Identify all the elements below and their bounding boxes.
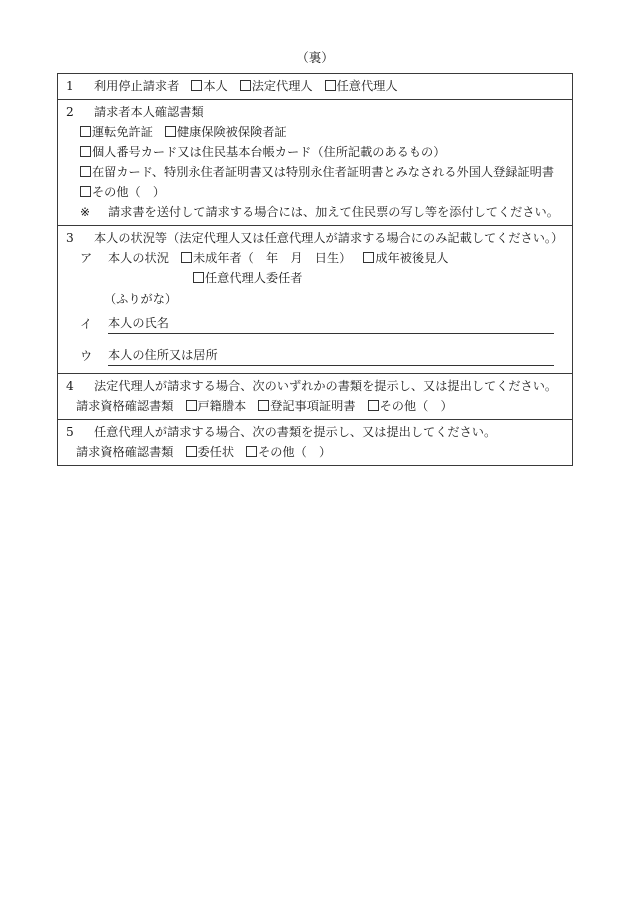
qualification-docs-label: 請求資格確認書類: [76, 399, 174, 413]
section-number: 5: [66, 425, 74, 439]
checkbox-voluntary-agent[interactable]: [325, 80, 336, 91]
checkbox-adult-ward[interactable]: [363, 252, 374, 263]
checkbox-self[interactable]: [191, 80, 202, 91]
item-mark-u: ウ: [80, 349, 93, 363]
person-address-label: 本人の住所又は居所: [108, 348, 218, 362]
other-document-label: その他（ ）: [92, 185, 166, 199]
checkbox-power-of-attorney[interactable]: [186, 446, 197, 457]
other-voluntary-label: その他（ ）: [258, 445, 332, 459]
adult-ward-label: 成年被後見人: [375, 251, 449, 265]
section-label: 請求者本人確認書類: [94, 105, 204, 119]
checkbox-other-voluntary[interactable]: [246, 446, 257, 457]
health-insurance-label: 健康保険被保険者証: [176, 125, 287, 139]
person-name-field[interactable]: [108, 313, 554, 334]
item-mark-i: イ: [80, 317, 93, 331]
furigana-label: （ふりがな）: [104, 292, 178, 306]
qualification-docs-label: 請求資格確認書類: [76, 445, 174, 459]
section-person-status: [58, 225, 572, 373]
section-label: 本人の状況等（法定代理人又は任意代理人が請求する場合にのみ記載してください。）: [94, 231, 564, 245]
section-label: 法定代理人が請求する場合、次のいずれかの書類を提示し、又は提出してください。: [94, 379, 558, 393]
person-name-label: 本人の氏名: [108, 316, 169, 330]
item-mark-a: ア: [80, 251, 93, 265]
other-legal-label: その他（ ）: [379, 399, 453, 413]
registry-certificate-label: 登記事項証明書: [270, 399, 356, 413]
checkbox-health-insurance[interactable]: [165, 126, 176, 137]
checkbox-registry-certificate[interactable]: [258, 400, 269, 411]
section-voluntary-agent-documents: [58, 419, 572, 465]
checkbox-other-legal[interactable]: [368, 400, 379, 411]
option-self-label: 本人: [203, 79, 228, 93]
section-number: 2: [66, 105, 74, 119]
drivers-license-label: 運転免許証: [92, 125, 153, 139]
minor-label: 未成年者（ 年 月 日生）: [192, 251, 352, 265]
family-register-label: 戸籍謄本: [197, 399, 247, 413]
checkbox-mynumber-card[interactable]: [80, 146, 91, 157]
section-number: 4: [66, 379, 74, 393]
option-legal-agent-label: 法定代理人: [251, 79, 313, 93]
mail-request-note: 請求書を送付して請求する場合には、加えて住民票の写し等を添付してください。: [108, 205, 559, 219]
residence-card-label: 在留カード、特別永住者証明書又は特別永住者証明書とみなされる外国人登録証明書: [92, 165, 555, 179]
checkbox-drivers-license[interactable]: [80, 126, 91, 137]
delegator-label: 任意代理人委任者: [205, 271, 303, 285]
section-identity-documents: [58, 99, 572, 225]
power-of-attorney-label: 委任状: [197, 445, 235, 459]
option-voluntary-agent-label: 任意代理人: [336, 79, 398, 93]
section-requester: [58, 74, 572, 99]
section-number: 3: [66, 231, 74, 245]
section-legal-agent-documents: [58, 373, 572, 419]
checkbox-family-register[interactable]: [186, 400, 197, 411]
checkbox-minor[interactable]: [181, 252, 192, 263]
page-heading: （裏）: [296, 50, 334, 65]
note-mark: ※: [80, 205, 91, 219]
section-label: 利用停止請求者: [94, 79, 180, 93]
section-label: 任意代理人が請求する場合、次の書類を提示し、又は提出してください。: [94, 425, 497, 439]
checkbox-other-document[interactable]: [80, 186, 91, 197]
person-address-field[interactable]: [108, 345, 554, 366]
status-label: 本人の状況: [108, 251, 169, 265]
checkbox-legal-agent[interactable]: [240, 80, 251, 91]
checkbox-residence-card[interactable]: [80, 166, 91, 177]
section-number: 1: [66, 79, 74, 93]
mynumber-card-label: 個人番号カード又は住民基本台帳カード（住所記載のあるもの）: [92, 145, 446, 159]
checkbox-delegator[interactable]: [193, 272, 204, 283]
request-form-table: [57, 73, 573, 466]
